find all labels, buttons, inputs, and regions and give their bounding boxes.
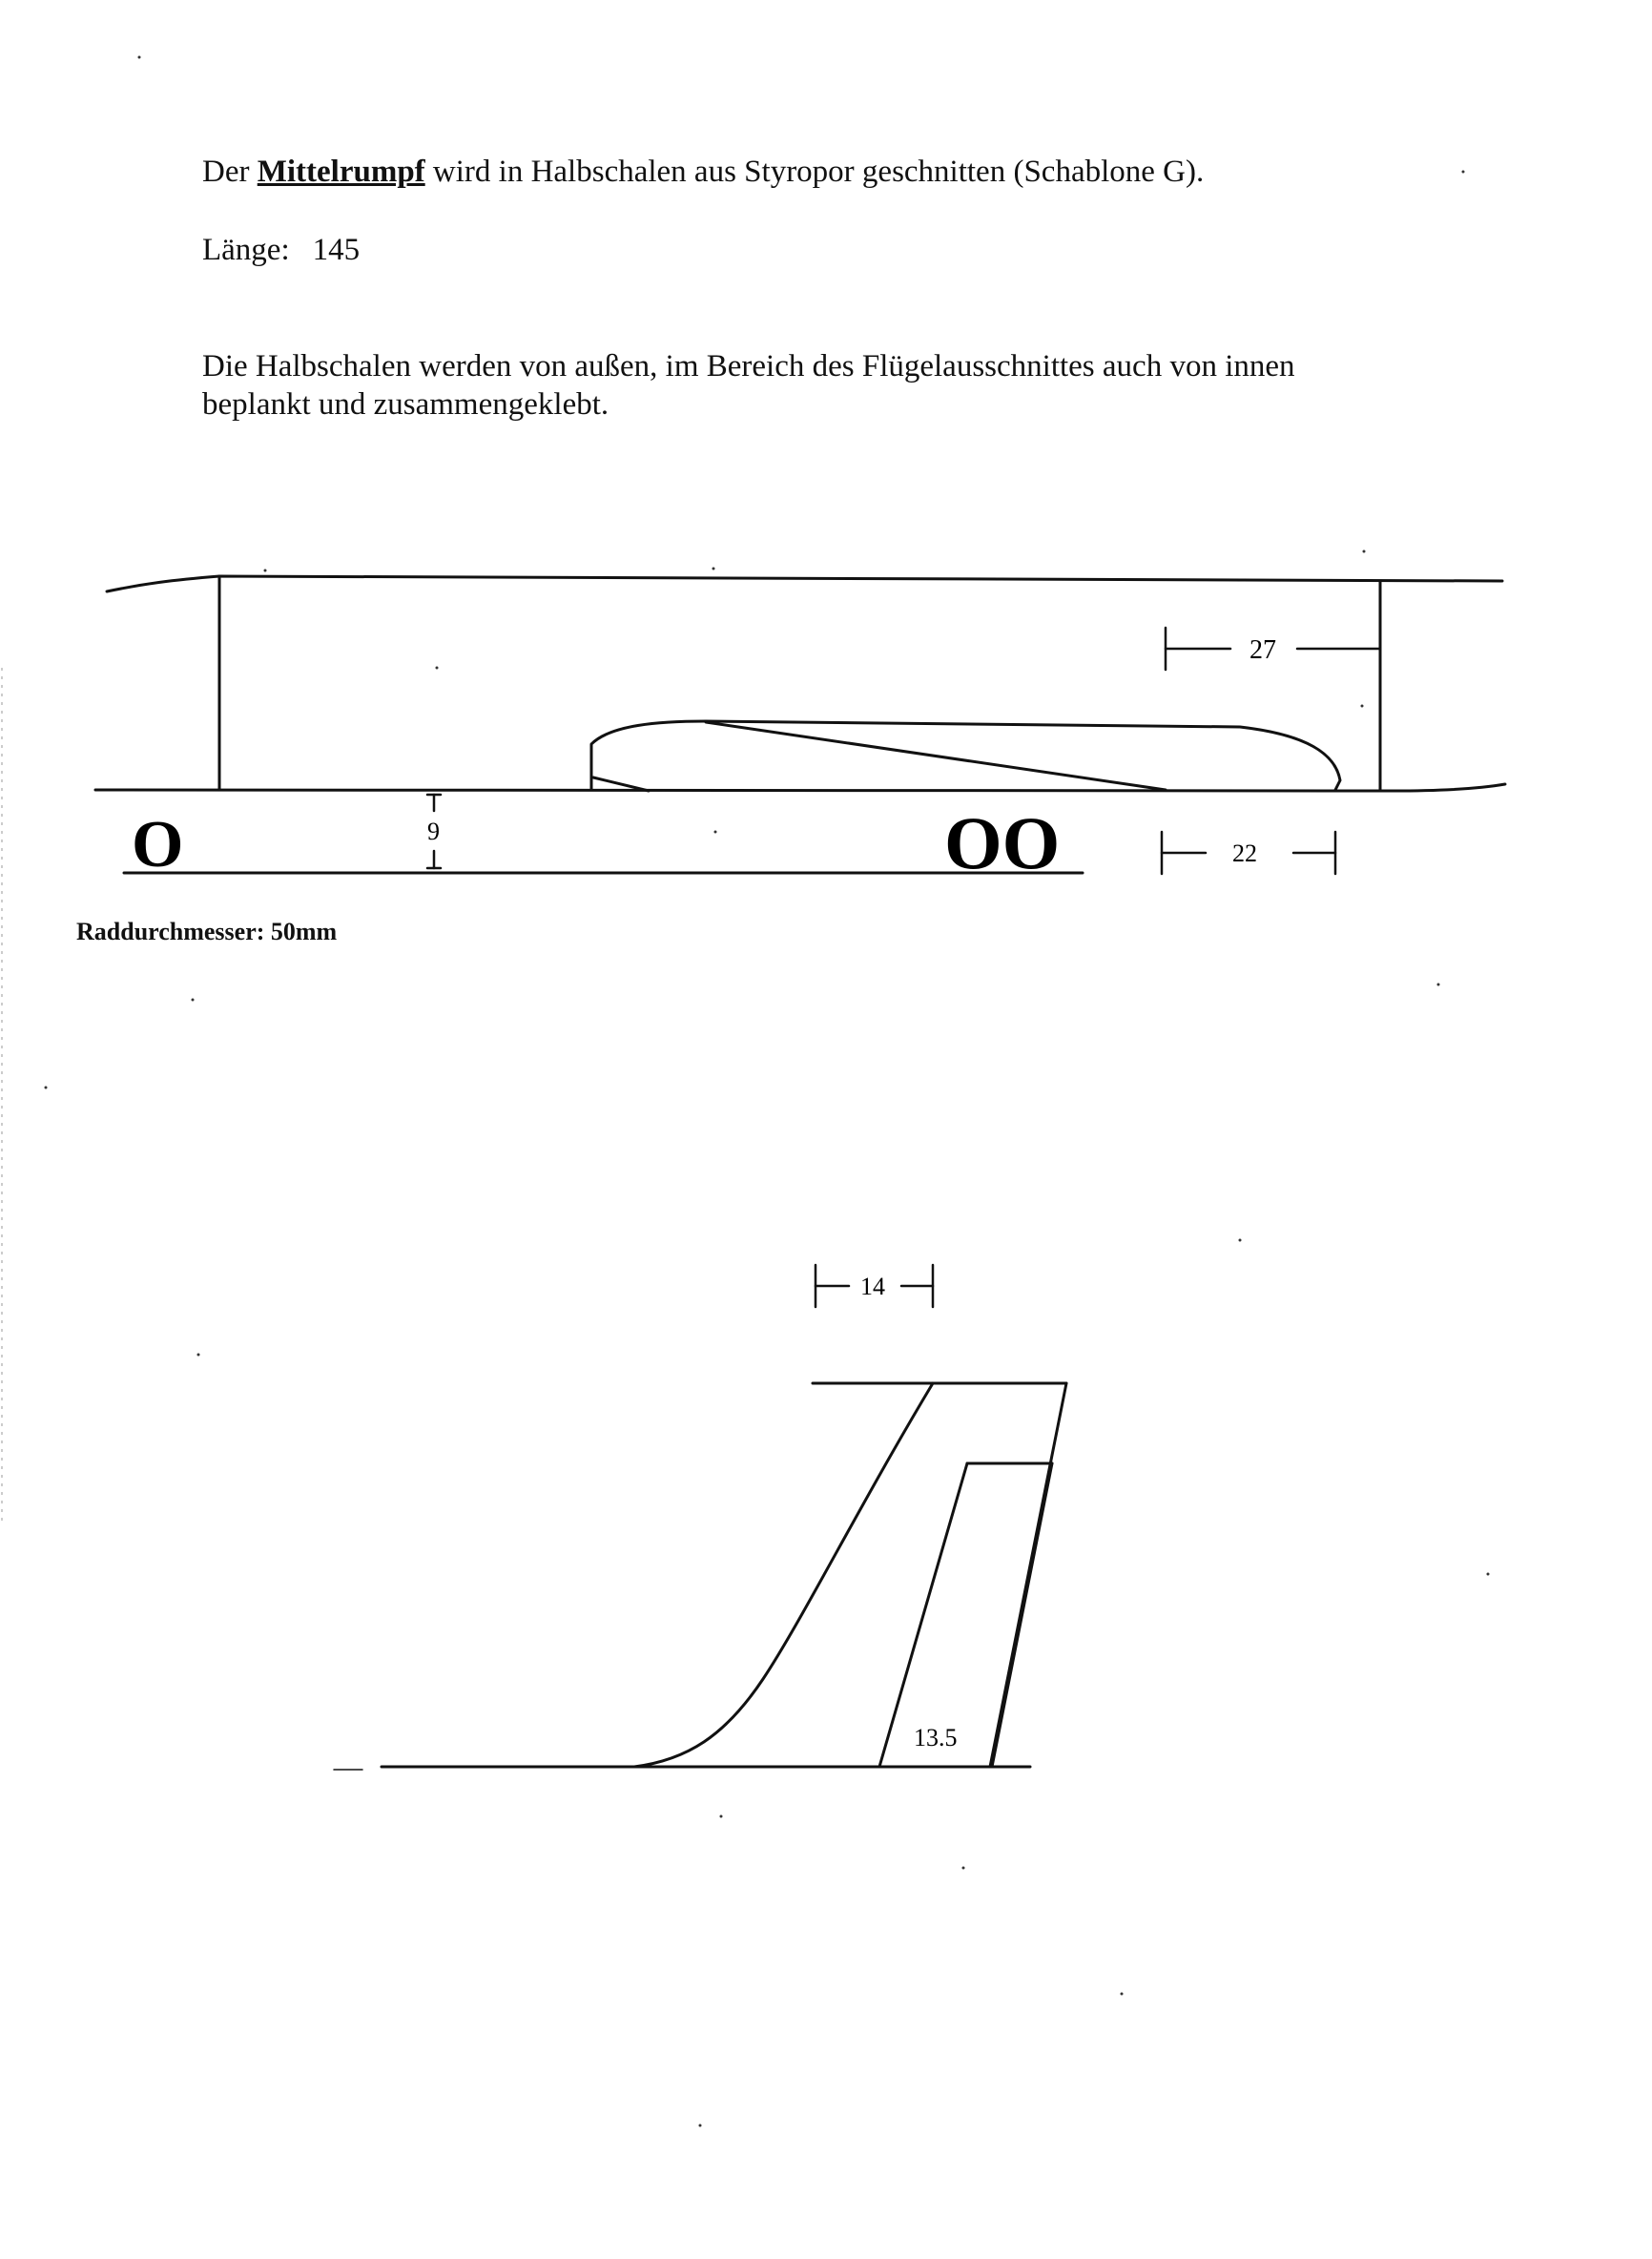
dim-22-label: 22 [1232,839,1257,867]
intro-prefix: Der [202,155,250,189]
dim-13-5-label: 13.5 [914,1724,958,1751]
wheel-rear-label: OO [944,801,1061,884]
wheel-diameter-note: Raddurchmesser: 50mm [76,918,338,945]
instruction-line-2: beplankt und zusammengeklebt. [202,387,609,422]
dim-27-label: 27 [1249,635,1276,665]
fuselage-bottom-line [95,784,1505,791]
rudder-front-edge [879,1463,967,1767]
rudder-back-edge [992,1463,1052,1767]
wing-airfoil-cutout [591,721,1340,790]
wing-chord-line [706,722,1166,790]
fuselage-top-line [107,576,1502,591]
intro-emphasis: Mittelrumpf [257,155,425,189]
dim-14-label: 14 [860,1273,885,1300]
instruction-line-1: Die Halbschalen werden von außen, im Bereich des Flügelausschnittes auch von innen [202,349,1295,383]
wheel-front-label: O [132,808,184,881]
intro-suffix: wird in Halbschalen aus Styropor geschnitten (Schablone G). [432,155,1205,189]
length-value: 145 [312,233,361,267]
scan-specks [45,56,1490,2127]
fin-trailing-edge [990,1383,1066,1767]
dim-9-label: 9 [427,818,440,845]
length-label: Länge: [202,233,290,267]
fin-view [334,1383,1066,1770]
fuselage-side-view [95,576,1505,873]
fin-leading-edge [634,1383,933,1767]
